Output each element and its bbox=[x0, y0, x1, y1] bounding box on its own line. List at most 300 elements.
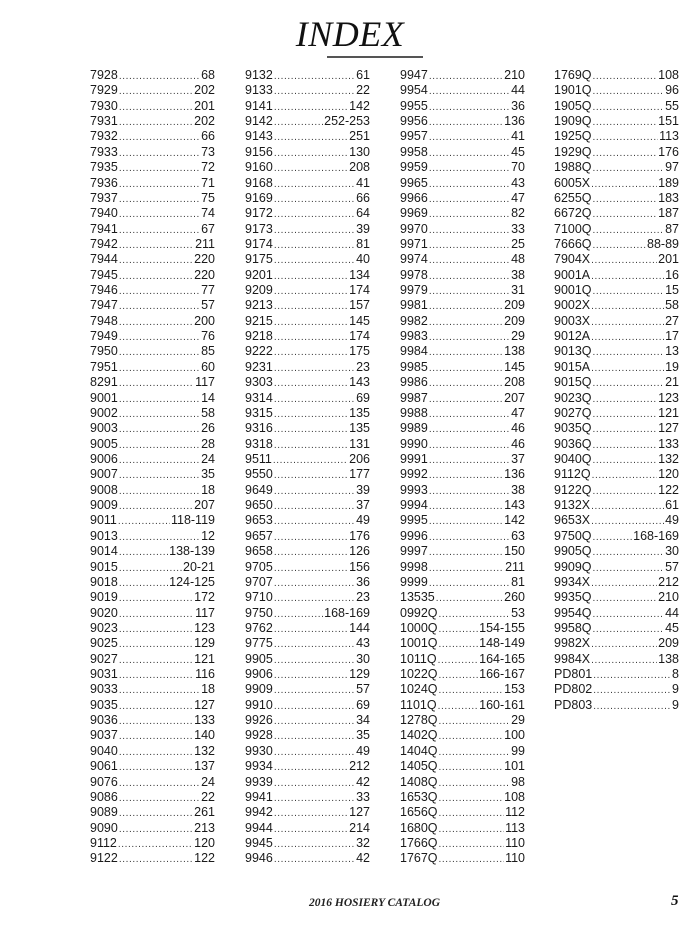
dot-leader bbox=[429, 330, 510, 344]
style-number: 6005X bbox=[554, 175, 591, 190]
page-reference: 38 bbox=[511, 267, 525, 282]
page-reference: 32 bbox=[356, 835, 370, 850]
style-number: 9175 bbox=[245, 252, 273, 267]
page-reference: 20-21 bbox=[183, 559, 215, 574]
dot-leader bbox=[274, 223, 355, 237]
page-reference: 30 bbox=[356, 651, 370, 666]
dot-leader bbox=[274, 422, 348, 436]
index-entry bbox=[554, 99, 679, 114]
index-entry bbox=[245, 728, 370, 743]
style-number: 1022Q bbox=[400, 667, 438, 682]
index-entry bbox=[554, 298, 679, 313]
dot-leader bbox=[274, 315, 348, 329]
index-entry bbox=[90, 406, 215, 421]
dot-leader bbox=[119, 299, 200, 313]
style-number: 9037 bbox=[90, 728, 118, 743]
page-reference: 87 bbox=[665, 221, 679, 236]
dot-leader bbox=[119, 376, 194, 390]
dot-leader bbox=[119, 668, 194, 682]
page-reference: 85 bbox=[201, 344, 215, 359]
style-number: 9215 bbox=[245, 313, 273, 328]
style-number: 1925Q bbox=[554, 129, 592, 144]
dot-leader bbox=[119, 714, 193, 728]
index-entry bbox=[90, 237, 215, 252]
dot-leader bbox=[119, 822, 193, 836]
index-entry bbox=[400, 437, 525, 452]
style-number: 9035Q bbox=[554, 421, 592, 436]
page-reference: 37 bbox=[511, 451, 525, 466]
page-reference: 135 bbox=[349, 405, 370, 420]
dot-leader bbox=[119, 361, 200, 375]
page-reference: 202 bbox=[194, 114, 215, 129]
index-entry bbox=[90, 821, 215, 836]
index-entry bbox=[90, 467, 215, 482]
index-entry bbox=[400, 421, 525, 436]
style-number: 9658 bbox=[245, 544, 273, 559]
index-entry bbox=[90, 636, 215, 651]
dot-leader bbox=[119, 637, 193, 651]
dot-leader bbox=[119, 223, 200, 237]
page-reference: 208 bbox=[349, 160, 370, 175]
page-reference: 69 bbox=[356, 697, 370, 712]
dot-leader bbox=[429, 407, 510, 421]
style-number: 9002X bbox=[554, 298, 591, 313]
dot-leader bbox=[119, 130, 200, 144]
dot-leader bbox=[119, 576, 168, 590]
style-number: 7947 bbox=[90, 298, 118, 313]
page-reference: 58 bbox=[665, 298, 679, 313]
style-number: 9979 bbox=[400, 283, 428, 298]
index-entry bbox=[90, 513, 215, 528]
dot-leader bbox=[429, 453, 510, 467]
index-entry bbox=[90, 268, 215, 283]
style-number: 9014 bbox=[90, 544, 118, 559]
dot-leader bbox=[591, 253, 657, 267]
page-reference: 12 bbox=[201, 528, 215, 543]
style-number: 9133 bbox=[245, 83, 273, 98]
dot-leader bbox=[119, 653, 193, 667]
index-entry bbox=[400, 790, 525, 805]
page-reference: 23 bbox=[356, 359, 370, 374]
style-number: 7933 bbox=[90, 144, 118, 159]
index-entry bbox=[245, 298, 370, 313]
style-number: 9314 bbox=[245, 390, 273, 405]
style-number: 7940 bbox=[90, 206, 118, 221]
index-entry bbox=[245, 682, 370, 697]
dot-leader bbox=[119, 161, 200, 175]
index-entry bbox=[400, 560, 525, 575]
dot-leader bbox=[274, 514, 355, 528]
index-entry bbox=[245, 391, 370, 406]
style-number: 1769Q bbox=[554, 68, 592, 82]
dot-leader bbox=[274, 822, 348, 836]
page-reference: 110 bbox=[505, 835, 525, 850]
index-entry bbox=[90, 283, 215, 298]
dot-leader bbox=[119, 745, 193, 759]
style-number: 9141 bbox=[245, 98, 273, 113]
style-number: 9025 bbox=[90, 636, 118, 651]
style-number: 9653 bbox=[245, 513, 273, 528]
index-entry bbox=[400, 114, 525, 129]
index-entry bbox=[90, 560, 215, 575]
style-number: 9999 bbox=[400, 574, 428, 589]
index-entry bbox=[554, 560, 679, 575]
style-number: 9027Q bbox=[554, 405, 592, 420]
index-entry bbox=[90, 575, 215, 590]
dot-leader bbox=[119, 545, 168, 559]
page-reference: 183 bbox=[658, 190, 679, 205]
dot-leader bbox=[592, 468, 658, 482]
page-reference: 9 bbox=[672, 697, 679, 712]
style-number: 7948 bbox=[90, 313, 118, 328]
index-entry bbox=[400, 222, 525, 237]
page-reference: 75 bbox=[201, 190, 215, 205]
style-number: 9959 bbox=[400, 160, 428, 175]
page-reference: 211 bbox=[505, 559, 525, 574]
dot-leader bbox=[119, 177, 200, 191]
style-number: 9035 bbox=[90, 697, 118, 712]
page-reference: 252-253 bbox=[324, 114, 370, 129]
index-entry bbox=[400, 698, 525, 713]
page-reference: 35 bbox=[356, 728, 370, 743]
index-entry bbox=[400, 667, 525, 682]
dot-leader bbox=[593, 192, 658, 206]
page-reference: 44 bbox=[511, 83, 525, 98]
style-number: 1929Q bbox=[554, 144, 592, 159]
index-entry bbox=[400, 821, 525, 836]
page-reference: 81 bbox=[511, 574, 525, 589]
index-entry bbox=[554, 544, 679, 559]
page-reference: 187 bbox=[658, 206, 679, 221]
dot-leader bbox=[429, 192, 510, 206]
index-entry bbox=[245, 160, 370, 175]
style-number: 9550 bbox=[245, 467, 273, 482]
index-entry bbox=[400, 713, 525, 728]
index-entry bbox=[90, 713, 215, 728]
index-entry bbox=[245, 360, 370, 375]
index-entry bbox=[245, 513, 370, 528]
index-entry bbox=[90, 421, 215, 436]
page-reference: 153 bbox=[504, 682, 525, 697]
dot-leader bbox=[274, 299, 348, 313]
dot-leader bbox=[274, 468, 348, 482]
dot-leader bbox=[438, 653, 479, 667]
style-number: 1653Q bbox=[400, 789, 438, 804]
page-reference: 35 bbox=[201, 467, 215, 482]
index-entry bbox=[245, 560, 370, 575]
style-number: 9995 bbox=[400, 513, 428, 528]
dot-leader bbox=[593, 223, 665, 237]
index-entry bbox=[554, 667, 679, 682]
dot-leader bbox=[593, 438, 658, 452]
page-reference: 156 bbox=[349, 559, 370, 574]
dot-leader bbox=[591, 361, 664, 375]
dot-leader bbox=[119, 84, 193, 98]
style-number: PD801 bbox=[554, 667, 593, 682]
index-entry bbox=[400, 68, 525, 83]
index-entry bbox=[400, 836, 525, 851]
style-number: 9009 bbox=[90, 498, 118, 513]
style-number: 9015 bbox=[90, 559, 118, 574]
style-number: 9957 bbox=[400, 129, 428, 144]
style-number: 9707 bbox=[245, 574, 273, 589]
page-reference: 142 bbox=[349, 98, 370, 113]
page-reference: 175 bbox=[349, 344, 370, 359]
page-reference: 30 bbox=[665, 544, 679, 559]
page-reference: 82 bbox=[511, 206, 525, 221]
page-reference: 28 bbox=[201, 436, 215, 451]
dot-leader bbox=[593, 591, 658, 605]
page-reference: 116 bbox=[195, 667, 215, 682]
index-entry bbox=[245, 421, 370, 436]
dot-leader bbox=[438, 699, 479, 713]
index-entry bbox=[400, 775, 525, 790]
dot-leader bbox=[274, 499, 355, 513]
style-number: 1988Q bbox=[554, 160, 592, 175]
index-entry bbox=[90, 83, 215, 98]
style-number: 9710 bbox=[245, 590, 273, 605]
dot-leader bbox=[274, 653, 355, 667]
index-entry bbox=[400, 575, 525, 590]
style-number: 7100Q bbox=[554, 221, 592, 236]
style-number: 9956 bbox=[400, 114, 428, 129]
page-reference: 46 bbox=[511, 436, 525, 451]
page-reference: 206 bbox=[349, 451, 370, 466]
index-entry bbox=[554, 375, 679, 390]
page-reference: 209 bbox=[504, 313, 525, 328]
index-entry bbox=[400, 344, 525, 359]
dot-leader bbox=[274, 192, 355, 206]
page-reference: 29 bbox=[511, 329, 525, 344]
index-entry bbox=[245, 636, 370, 651]
style-number: 9649 bbox=[245, 482, 273, 497]
style-number: 9909Q bbox=[554, 559, 592, 574]
index-entry bbox=[554, 191, 679, 206]
page-reference: 23 bbox=[356, 590, 370, 605]
style-number: 9982 bbox=[400, 313, 428, 328]
page-reference: 132 bbox=[658, 451, 679, 466]
style-number: 9941 bbox=[245, 789, 273, 804]
style-number: 9015Q bbox=[554, 375, 592, 390]
dot-leader bbox=[119, 468, 200, 482]
dot-leader bbox=[274, 361, 355, 375]
page-number: 5 bbox=[671, 893, 679, 909]
style-number: 9705 bbox=[245, 559, 273, 574]
page-reference: 73 bbox=[201, 144, 215, 159]
index-entry bbox=[90, 114, 215, 129]
dot-leader bbox=[274, 683, 355, 697]
page-reference: 142 bbox=[504, 513, 525, 528]
index-entry bbox=[400, 652, 525, 667]
page-reference: 121 bbox=[658, 405, 679, 420]
dot-leader bbox=[119, 729, 193, 743]
page-reference: 108 bbox=[504, 789, 525, 804]
index-entry bbox=[554, 160, 679, 175]
page-reference: 24 bbox=[201, 774, 215, 789]
style-number: 9036Q bbox=[554, 436, 592, 451]
style-number: 1402Q bbox=[400, 728, 438, 743]
style-number: 1408Q bbox=[400, 774, 438, 789]
style-number: 9944 bbox=[245, 820, 273, 835]
page-reference: 122 bbox=[658, 482, 679, 497]
dot-leader bbox=[274, 238, 355, 252]
index-entry bbox=[400, 682, 525, 697]
style-number: 9958 bbox=[400, 144, 428, 159]
dot-leader bbox=[439, 714, 511, 728]
dot-leader bbox=[591, 299, 664, 313]
page-reference: 177 bbox=[349, 467, 370, 482]
dot-leader bbox=[274, 146, 348, 160]
style-number: 9201 bbox=[245, 267, 273, 282]
dot-leader bbox=[593, 392, 658, 406]
index-entry bbox=[554, 252, 679, 267]
index-entry bbox=[245, 268, 370, 283]
page-reference: 26 bbox=[201, 421, 215, 436]
dot-leader bbox=[593, 561, 665, 575]
dot-leader bbox=[439, 637, 479, 651]
style-number: 9989 bbox=[400, 421, 428, 436]
index-entry bbox=[245, 176, 370, 191]
dot-leader bbox=[119, 345, 200, 359]
dot-leader bbox=[593, 161, 665, 175]
style-number: 9112 bbox=[90, 835, 117, 850]
index-entry bbox=[90, 744, 215, 759]
dot-leader bbox=[274, 714, 355, 728]
index-entry bbox=[245, 621, 370, 636]
dot-leader bbox=[429, 130, 510, 144]
index-entry bbox=[245, 145, 370, 160]
style-number: 7941 bbox=[90, 221, 118, 236]
page-reference: 16 bbox=[665, 267, 679, 282]
page-reference: 48 bbox=[511, 252, 525, 267]
style-number: 9001 bbox=[90, 390, 118, 405]
page-reference: 14 bbox=[201, 390, 215, 405]
style-number: 9036 bbox=[90, 713, 118, 728]
index-entry bbox=[400, 728, 525, 743]
dot-leader bbox=[274, 161, 348, 175]
page-reference: 120 bbox=[194, 835, 215, 850]
style-number: 9018 bbox=[90, 574, 118, 589]
style-number: 9762 bbox=[245, 620, 273, 635]
style-number: 9303 bbox=[245, 375, 273, 390]
page-reference: 37 bbox=[356, 498, 370, 513]
dot-leader bbox=[429, 299, 503, 313]
style-number: 9750Q bbox=[554, 528, 592, 543]
index-entry bbox=[245, 713, 370, 728]
index-entry bbox=[90, 698, 215, 713]
page-reference: 143 bbox=[349, 375, 370, 390]
index-column-3 bbox=[400, 68, 525, 867]
page-reference: 157 bbox=[349, 298, 370, 313]
style-number: 7904X bbox=[554, 252, 591, 267]
index-entry bbox=[400, 467, 525, 482]
style-number: 9020 bbox=[90, 605, 118, 620]
style-number: 9033 bbox=[90, 682, 118, 697]
dot-leader bbox=[429, 284, 510, 298]
style-number: 9316 bbox=[245, 421, 273, 436]
page-reference: 123 bbox=[658, 390, 679, 405]
page-reference: 210 bbox=[504, 68, 525, 82]
index-column-4 bbox=[554, 68, 679, 713]
dot-leader bbox=[591, 499, 664, 513]
index-entry bbox=[554, 606, 679, 621]
dot-leader bbox=[274, 699, 355, 713]
page-reference: 58 bbox=[201, 405, 215, 420]
style-number: 0992Q bbox=[400, 605, 438, 620]
style-number: 9653X bbox=[554, 513, 591, 528]
page-reference: 145 bbox=[349, 313, 370, 328]
dot-leader bbox=[436, 591, 503, 605]
index-entry bbox=[90, 728, 215, 743]
dot-leader bbox=[118, 514, 170, 528]
style-number: 9974 bbox=[400, 252, 428, 267]
dot-leader bbox=[429, 315, 503, 329]
page-reference: 110 bbox=[505, 851, 525, 866]
page-reference: 121 bbox=[194, 651, 215, 666]
dot-leader bbox=[119, 207, 200, 221]
dot-leader bbox=[439, 729, 504, 743]
page-reference: 150 bbox=[504, 544, 525, 559]
index-entry bbox=[400, 636, 525, 651]
style-number: PD802 bbox=[554, 682, 593, 697]
style-number: 9160 bbox=[245, 160, 273, 175]
index-entry bbox=[400, 176, 525, 191]
index-entry bbox=[400, 375, 525, 390]
dot-leader bbox=[593, 453, 658, 467]
index-entry bbox=[90, 191, 215, 206]
page-reference: 118-119 bbox=[170, 513, 215, 528]
index-entry bbox=[90, 129, 215, 144]
dot-leader bbox=[273, 453, 348, 467]
style-number: 9978 bbox=[400, 267, 428, 282]
index-entry bbox=[90, 836, 215, 851]
page-reference: 151 bbox=[658, 114, 679, 129]
page-reference: 66 bbox=[201, 129, 215, 144]
page-reference: 24 bbox=[201, 451, 215, 466]
index-entry bbox=[90, 252, 215, 267]
page-reference: 69 bbox=[356, 390, 370, 405]
dot-leader bbox=[591, 637, 657, 651]
index-entry bbox=[245, 821, 370, 836]
style-number: 9012A bbox=[554, 329, 591, 344]
page-reference: 207 bbox=[194, 498, 215, 513]
dot-leader bbox=[119, 407, 200, 421]
dot-leader bbox=[429, 345, 503, 359]
index-entry bbox=[90, 452, 215, 467]
index-entry bbox=[554, 483, 679, 498]
style-number: 9143 bbox=[245, 129, 273, 144]
index-entry bbox=[90, 529, 215, 544]
index-entry bbox=[90, 775, 215, 790]
style-number: 9909 bbox=[245, 682, 273, 697]
page-reference: 220 bbox=[194, 252, 215, 267]
page-reference: 136 bbox=[504, 114, 525, 129]
style-number: 9986 bbox=[400, 375, 428, 390]
index-entry bbox=[400, 544, 525, 559]
style-number: 9987 bbox=[400, 390, 428, 405]
dot-leader bbox=[593, 699, 671, 713]
style-number: 9168 bbox=[245, 175, 273, 190]
style-number: 9905Q bbox=[554, 544, 592, 559]
dot-leader bbox=[429, 499, 503, 513]
index-entry bbox=[554, 222, 679, 237]
dot-leader bbox=[274, 530, 348, 544]
style-number: 9231 bbox=[245, 359, 273, 374]
style-number: 1901Q bbox=[554, 83, 592, 98]
index-entry bbox=[245, 529, 370, 544]
page-reference: 9 bbox=[672, 682, 679, 697]
dot-leader bbox=[439, 852, 505, 866]
